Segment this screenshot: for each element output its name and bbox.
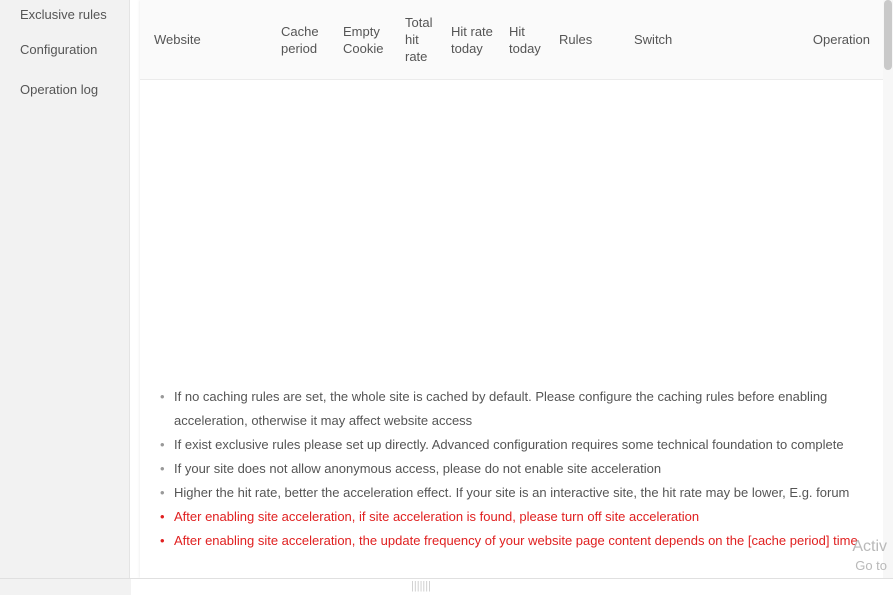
- site-acceleration-panel: [140, 0, 884, 578]
- sidebar-item-label: Configuration: [20, 42, 98, 57]
- bullet-icon: •: [160, 461, 165, 476]
- column-header-hit-today[interactable]: Hit today: [509, 23, 541, 56]
- vertical-scrollbar-thumb[interactable]: [884, 0, 892, 70]
- notes-list: [140, 385, 884, 553]
- sidebar-item-label: Operation log: [20, 82, 99, 97]
- note-item: [154, 433, 870, 457]
- note-item: [154, 481, 870, 505]
- note-item: [154, 457, 870, 481]
- sidebar-item-configuration[interactable]: [0, 30, 129, 70]
- bullet-icon: •: [160, 533, 165, 548]
- note-text: If exist exclusive rules please set up directly. Advanced configuration requires some technical foundation to complete: [174, 437, 844, 452]
- column-header-switch[interactable]: Switch: [634, 32, 673, 47]
- sidebar-item-label: Exclusive rules: [20, 7, 107, 22]
- bottom-center-text: |||||||: [411, 580, 432, 592]
- note-item-warning: [154, 505, 870, 529]
- main-content: [131, 0, 893, 578]
- column-header-total-hit-rate[interactable]: Total hit rate: [405, 15, 433, 64]
- bullet-icon: •: [160, 437, 165, 452]
- note-text: If no caching rules are set, the whole site is cached by default. Please configure the caching rules before enabling acceleration, otherwise it may affect website access: [174, 389, 828, 428]
- column-header-hit-rate-today[interactable]: Hit rate today: [451, 23, 493, 56]
- note-item-warning: [154, 529, 870, 553]
- column-header-website[interactable]: Website: [154, 32, 201, 47]
- note-text: Higher the hit rate, better the acceleration effect. If your site is an interactive site, the hit rate may be lower, E.g. forum: [174, 485, 850, 500]
- note-text: After enabling site acceleration, the update frequency of your website page content depends on the [cache period] time: [174, 533, 858, 548]
- sidebar-item-operation-log[interactable]: [0, 70, 129, 110]
- note-item: [154, 385, 870, 433]
- watermark-line-1: Activ: [852, 538, 887, 555]
- bullet-icon: •: [160, 485, 165, 500]
- vertical-scrollbar-track[interactable]: [883, 0, 893, 578]
- column-header-empty-cookie[interactable]: Empty Cookie: [343, 23, 384, 56]
- bullet-icon: •: [160, 389, 165, 404]
- bottom-bar: [0, 578, 893, 595]
- sidebar-item-exclusive-rules[interactable]: [0, 0, 129, 30]
- table-body: [140, 80, 884, 385]
- column-header-operation[interactable]: Operation: [812, 32, 870, 47]
- bullet-icon: •: [160, 509, 165, 524]
- note-text: After enabling site acceleration, if site acceleration is found, please turn off site acceleration: [174, 509, 700, 524]
- sidebar: [0, 0, 130, 578]
- column-header-rules[interactable]: Rules: [559, 32, 593, 47]
- bottom-bar-inner: [131, 579, 893, 595]
- table-header: [140, 0, 884, 80]
- column-header-cache-period[interactable]: Cache period: [281, 23, 319, 56]
- note-text: If your site does not allow anonymous access, please do not enable site acceleration: [174, 461, 662, 476]
- watermark-line-2: Go to: [855, 558, 887, 573]
